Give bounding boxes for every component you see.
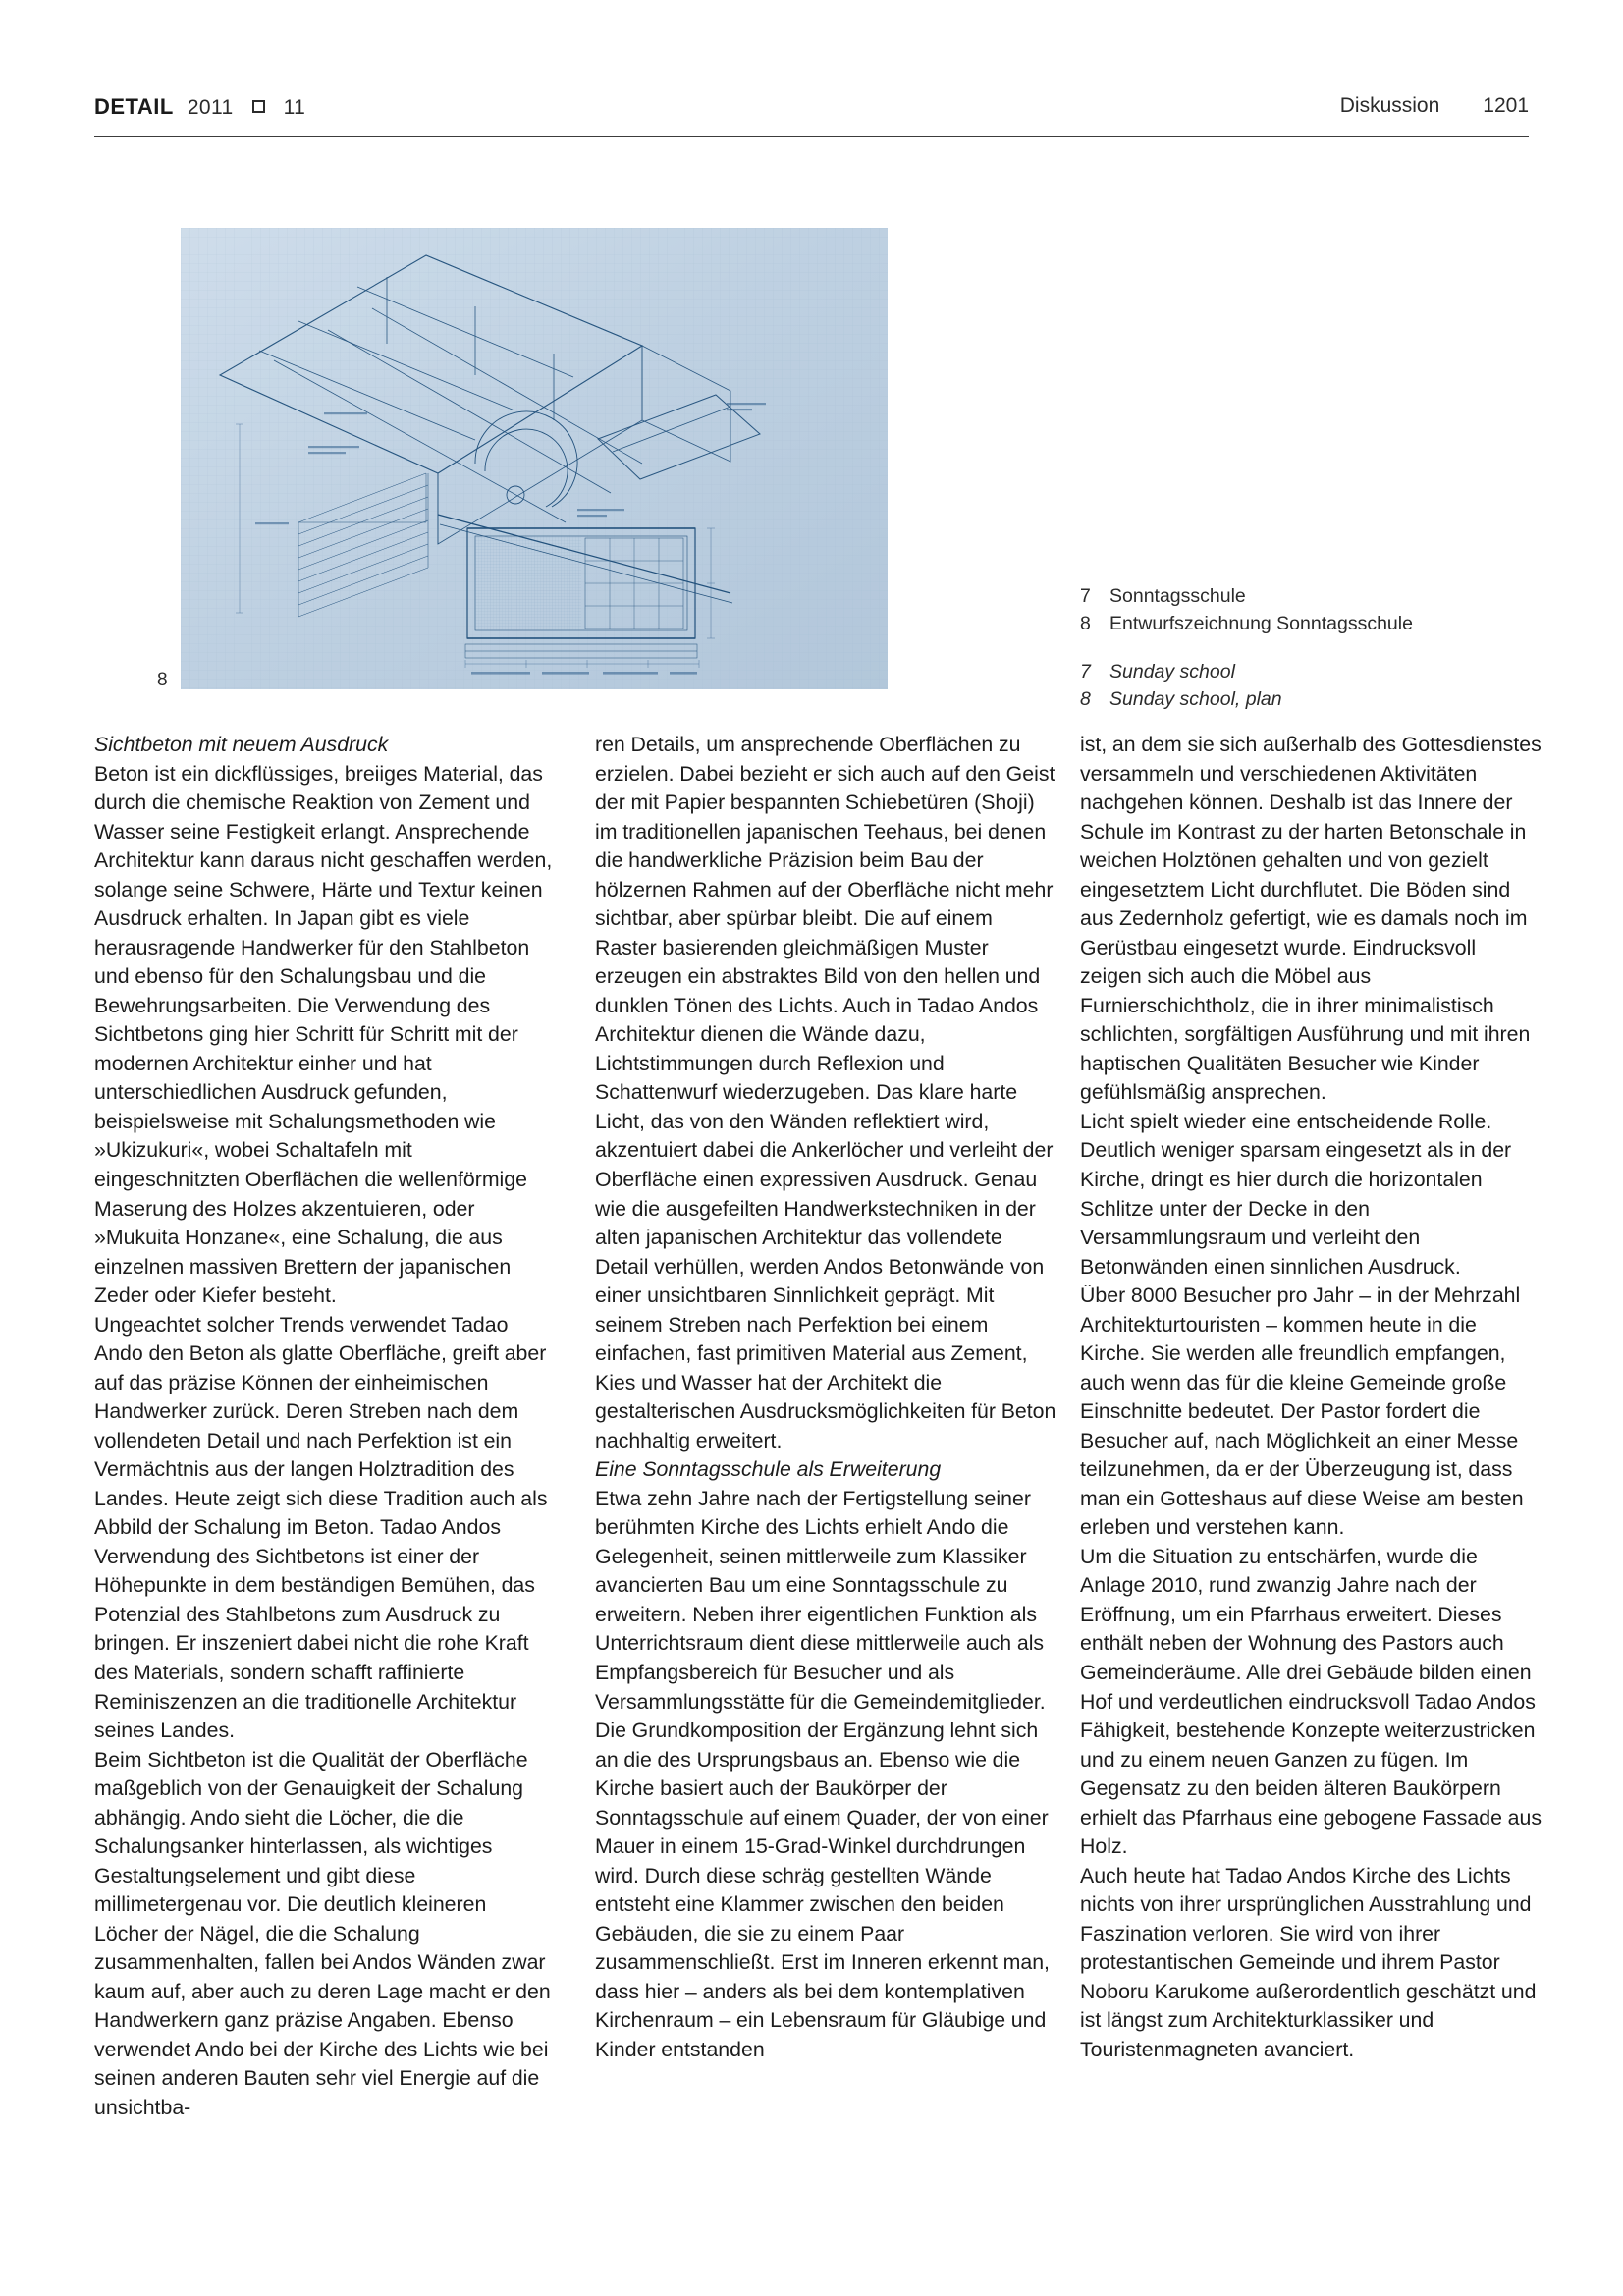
captions-german [1080,583,1542,637]
caption-number: 8 [1080,688,1091,711]
paragraph: Auch heute hat Tadao Andos Kirche des Lichts nichts von ihrer ursprünglichen Ausstrahlung und Faszination verloren. Sie wird von ihrer protestantischen Gemeinde und ihrem Pastor Noboru Karukome außerordentlich geschätzt und ist längst zum Architekturklassiker und Touristenmagneten avanciert. [1080,1863,1537,2061]
section-subheading: Eine Sonntagsschule als Erweiterung [595,1457,942,1482]
caption-text: Entwurfszeichnung Sonntagsschule [1109,612,1413,634]
caption-text: Sonntagsschule [1109,585,1246,607]
running-head [94,94,1529,137]
paragraph: Beim Sichtbeton ist die Qualität der Oberfläche maßgeblich von der Genauigkeit der Schalung abhängig. Ando sieht die Löcher, die die Schalungsanker hinterlassen, als wichtiges Gestaltungselement und gibt diese millimetergenau vor. Die deutlich kleineren Löcher der Nägel, die die Schalung zusammenhalten, fallen bei Andos Wänden zwar kaum auf, aber auch zu deren Lage macht er den Handwerkern ganz präzise Angaben. Ebenso verwendet Ando bei der Kirche des Lichts wie bei seinen anderen Bauten sehr viel Energie auf die unsichtba- [94,1747,551,2119]
caption-row [1080,583,1542,611]
paragraph: Etwa zehn Jahre nach der Fertigstellung seiner berühmten Kirche des Lichts erhielt Ando die Gelegenheit, seinen mittlerweile zum Klassiker avancierten Bau um eine Sonntagsschule zu erweitern. Neben ihrer eigentlichen Funktion als Unterrichtsraum dient diese mittlerweile auch als Empfangsbereich für Besucher und als Versammlungsstätte für die Gemeindemitglieder. Die Grundkomposition der Ergänzung lehnt sich an die des Ursprungsbaus an. Ebenso wie die Kirche basiert auch der Baukörper der Sonntagsschule auf einem Quader, der von einer Mauer in einem 15-Grad-Winkel durchdrungen wird. Durch diese schräg gestellten Wände entsteht eine Klammer zwischen den beiden Gebäuden, die sie zu einem Paar zusammenschließt. Erst im Inneren erkennt man, dass hier – anders als bei dem kontemplativen Kirchenraum – ein Lebensraum für Gläubige und Kinder entstanden [595,1486,1050,2061]
page-number: 1201 [1483,94,1529,117]
caption-number: 7 [1080,661,1091,683]
caption-number: 7 [1080,585,1091,607]
running-head-left [94,94,305,120]
running-head-right [1340,94,1529,118]
caption-text: Sunday school, plan [1109,688,1282,711]
magazine-brand: DETAIL [94,94,174,119]
blueprint-drawing [181,228,888,689]
paragraph: Um die Situation zu entschärfen, wurde die Anlage 2010, rund zwanzig Jahre nach der Eröffnung, um ein Pfarrhaus erweitert. Dieses enthält neben der Wohnung des Pastors auch Gemeinderäume. Alle drei Gebäude bilden einen Hof und verdeutlichen eindrucksvoll Tadao Andos Fähigkeit, bestehende Konzepte weiterzustricken und zu einem neuen Ganzen zu fügen. Im Gegensatz zu den beiden älteren Baukörpern erhielt das Pfarrhaus eine gebogene Fassade aus Holz. [1080,1544,1542,1859]
body-column-1 [94,731,556,2123]
paragraph: Ungeachtet solcher Trends verwendet Tadao Ando den Beton als glatte Oberfläche, greift aber auf das präzise Können der einheimischen Handwerker zurück. Deren Streben nach dem vollendeten Detail und nach Perfektion ist ein Vermächtnis aus der langen Holztradition des Landes. Heute zeigt sich diese Tradition auch als Abbild der Schalung im Beton. Tadao Andos Verwendung des Sichtbetons ist einer der Höhepunkte in dem beständigen Bemühen, das Potenzial des Stahlbetons zum Ausdruck zu bringen. Er inszeniert dabei nicht die rohe Kraft des Materials, sondern schafft raffinierte Reminiszenzen an die traditionelle Architektur seines Landes. [94,1312,548,1743]
paragraph: Über 8000 Besucher pro Jahr – in der Mehrzahl Architekturtouristen – kommen heute in die Kirche. Sie werden alle freundlich empfangen, auch wenn das für die kleine Gemeinde große Einschnitte bedeutet. Der Pastor fordert die Besucher auf, nach Möglichkeit an einer Messe teilzunehmen, da er der Überzeugung ist, dass man ein Gotteshaus auf diese Weise am besten erleben und verstehen kann. [1080,1284,1524,1540]
caption-row [1080,659,1542,686]
captions-english [1080,659,1542,713]
square-glyph-icon [252,100,265,113]
paragraph: ist, an dem sie sich außerhalb des Gottesdienstes versammeln und verschiedenen Aktivitäten nachgehen können. Deshalb ist das Innere der Schule im Kontrast zu der harten Betonschale in weichen Holztönen gehalten und von gezielt eingesetztem Licht durchflutet. Die Böden sind aus Zedernholz gefertigt, wie es damals noch im Gerüstbau eingesetzt wurde. Eindrucksvoll zeigen sich auch die Möbel aus Furnierschichtholz, die in ihrer minimalistisch schlichten, sorgfältigen Ausführung und mit ihren haptischen Qualitäten Besucher wie Kinder gefühlsmäßig ansprechen. [1080,733,1542,1105]
caption-row [1080,611,1542,638]
figure-8 [157,228,888,690]
section-subheading: Sichtbeton mit neuem Ausdruck [94,733,389,756]
caption-row [1080,686,1542,714]
blueprint-svg [181,228,888,689]
figure-number-label: 8 [157,670,168,690]
issue-number: 11 [283,96,306,119]
caption-number: 8 [1080,612,1091,634]
issue-year: 2011 [187,96,234,119]
caption-text: Sunday school [1109,661,1235,683]
figure-captions [1080,583,1542,714]
paragraph: Beton ist ein dickflüssiges, breiiges Material, das durch die chemische Reaktion von Zement und Wasser seine Festigkeit erlangt. Ansprechende Architektur kann daraus nicht geschaffen werden, solange seine Schwere, Härte und Textur keinen Ausdruck erhalten. In Japan gibt es viele herausragende Handwerker für den Stahlbeton und ebenso für den Schalungsbau und die Bewehrungsarbeiten. Die Verwendung des Sichtbetons ging hier Schritt für Schritt mit der modernen Architektur einher und hat unterschiedlichen Ausdruck gefunden, beispielsweise mit Schalungsmethoden wie »Ukizukuri«, wobei Schaltafeln mit eingeschnitzten Oberflächen die wellenförmige Maserung des Holzes akzentuieren, oder »Mukuita Honzane«, eine Schalung, die aus einzelnen massiven Brettern der japanischen Zeder oder Kiefer besteht. [94,761,553,1308]
body-column-2 [595,731,1056,2064]
section-name: Diskussion [1339,94,1440,117]
paragraph: Licht spielt wieder eine entscheidende Rolle. Deutlich weniger sparsam eingesetzt als in der Kirche, dringt es hier durch die horizontalen Schlitze unter der Decke in den Versammlungsraum und verleiht den Betonwänden einen sinnlichen Ausdruck. [1080,1109,1512,1279]
body-column-3 [1080,731,1542,2064]
paragraph: ren Details, um ansprechende Oberflächen zu erzielen. Dabei bezieht er sich auch auf den Geist der mit Papier bespannten Schiebetüren (Shoji) im traditionellen japanischen Teehaus, bei denen die handwerkliche Präzision beim Bau der hölzernen Rahmen auf der Oberfläche nicht mehr sichtbar, aber spürbar bleibt. Die auf einem Raster basierenden gleichmäßigen Muster erzeugen ein abstraktes Bild von den hellen und dunklen Tönen des Lichts. Auch in Tadao Andos Architektur dienen die Wände dazu, Lichtstimmungen durch Reflexion und Schattenwurf wiederzugeben. Das klare harte Licht, das von den Wänden reflektiert wird, akzentuiert dabei die Ankerlöcher und verleiht der Oberfläche einen expressiven Ausdruck. Genau wie die ausgefeilten Handwerkstechniken in der alten japanischen Architektur das vollendete Detail verhüllen, werden Andos Betonwände von einer unsichtbaren Sinnlichkeit geprägt. Mit seinem Streben nach Perfektion bei einem einfachen, fast primitiven Material aus Zement, Kies und Wasser hat der Architekt die gestalterischen Ausdrucksmöglichkeiten für Beton nachhaltig erweitert. [595,733,1056,1452]
